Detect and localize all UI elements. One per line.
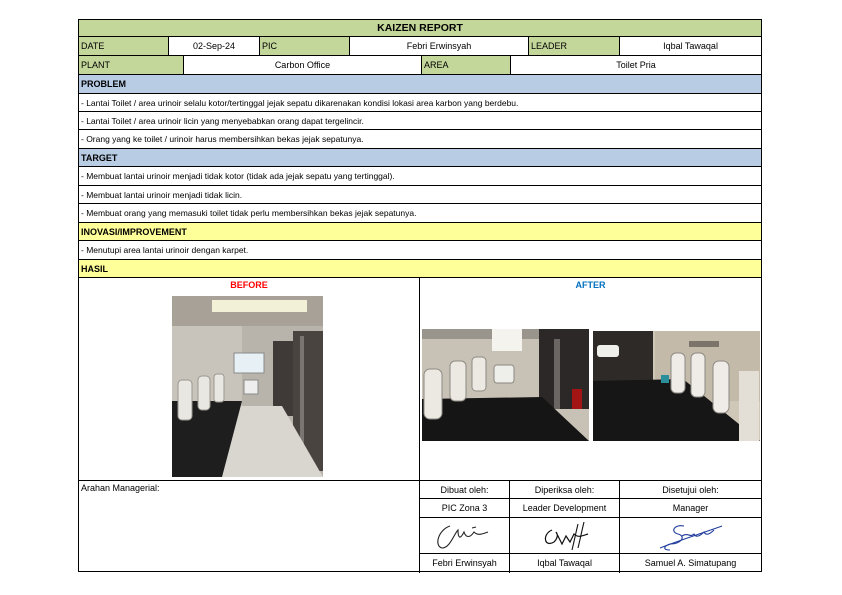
leader-value: Iqbal Tawaqal	[663, 40, 718, 51]
target-line-3: - Membuat orang yang memasuki toilet tidak perlu membersihkan bekas jejak sepatunya.	[79, 204, 761, 223]
improvement-line-1: - Menutupi area lantai urinoir dengan karpet.	[79, 241, 761, 260]
before-photo-image	[172, 296, 323, 477]
plant-label: PLANT	[79, 56, 184, 74]
approval-col-3-name: Samuel A. Simatupang	[644, 558, 737, 568]
approval-col-2-signature-box	[510, 518, 619, 554]
problem-heading: PROBLEM	[79, 75, 761, 94]
pic-value: Febri Erwinsyah	[350, 37, 529, 55]
target-heading: TARGET	[79, 149, 761, 167]
kaizen-report-sheet	[78, 19, 762, 572]
after-label: AFTER	[575, 280, 606, 290]
approval-col-2-name: Iqbal Tawaqal	[537, 558, 592, 568]
target-line-2: - Membuat lantai urinoir menjadi tidak licin.	[79, 186, 761, 204]
target-line-1: - Membuat lantai urinoir menjadi tidak kotor (tidak ada jejak sepatu yang tertinggal).	[79, 167, 761, 186]
after-photo-1-image	[422, 329, 589, 441]
approval-col-1-role: PIC Zona 3	[420, 499, 509, 518]
approval-col-1-name: Febri Erwinsyah	[432, 558, 497, 568]
signature-iqbal	[538, 520, 598, 552]
approval-col-1-header: Dibuat oleh:	[420, 481, 509, 499]
signature-febri	[428, 520, 498, 552]
report-title-row	[79, 20, 761, 37]
approval-col-1-signature-box	[420, 518, 509, 554]
info-row-2	[79, 56, 761, 75]
info-row-1	[79, 37, 761, 56]
approval-col-3	[620, 481, 761, 573]
pic-label: PIC	[260, 37, 350, 55]
area-label: AREA	[422, 56, 511, 74]
approval-col-2-role: Leader Development	[510, 499, 619, 518]
report-title: KAIZEN REPORT	[377, 21, 463, 34]
problem-line-1: - Lantai Toilet / area urinoir selalu kotor/tertinggal jejak sepatu dikarenakan kondisi lokasi area karbon yang berdebu.	[79, 94, 761, 112]
leader-label: LEADER	[529, 37, 620, 55]
approval-col-2-header: Diperiksa oleh:	[510, 481, 619, 499]
result-heading: HASIL	[79, 260, 761, 278]
problem-line-3: - Orang yang ke toilet / urinoir harus membersihkan bekas jejak sepatunya.	[79, 130, 761, 149]
area-value: Toilet Pria	[616, 59, 656, 70]
arahan-managerial-box	[79, 481, 420, 573]
date-label: DATE	[79, 37, 169, 55]
approval-col-3-role: Manager	[620, 499, 761, 518]
after-photo-2-image	[593, 331, 760, 441]
approval-col-3-header: Disetujui oleh:	[620, 481, 761, 499]
arahan-managerial-label: Arahan Managerial:	[81, 483, 160, 493]
signature-samuel	[656, 520, 726, 552]
date-value: 02-Sep-24	[169, 37, 260, 55]
approval-col-3-signature-box	[620, 518, 761, 554]
photos-row	[79, 278, 761, 481]
plant-value: Carbon Office	[184, 56, 422, 74]
approval-col-2	[510, 481, 620, 573]
problem-line-2: - Lantai Toilet / area urinoir licin yang menyebabkan orang dapat tergelincir.	[79, 112, 761, 130]
approval-row	[79, 481, 761, 573]
improvement-heading: INOVASI/IMPROVEMENT	[79, 223, 761, 241]
before-label: BEFORE	[230, 280, 268, 290]
after-photo-2	[593, 331, 760, 441]
after-photo-1	[422, 329, 589, 441]
approval-col-1	[420, 481, 510, 573]
before-photo	[172, 296, 323, 477]
